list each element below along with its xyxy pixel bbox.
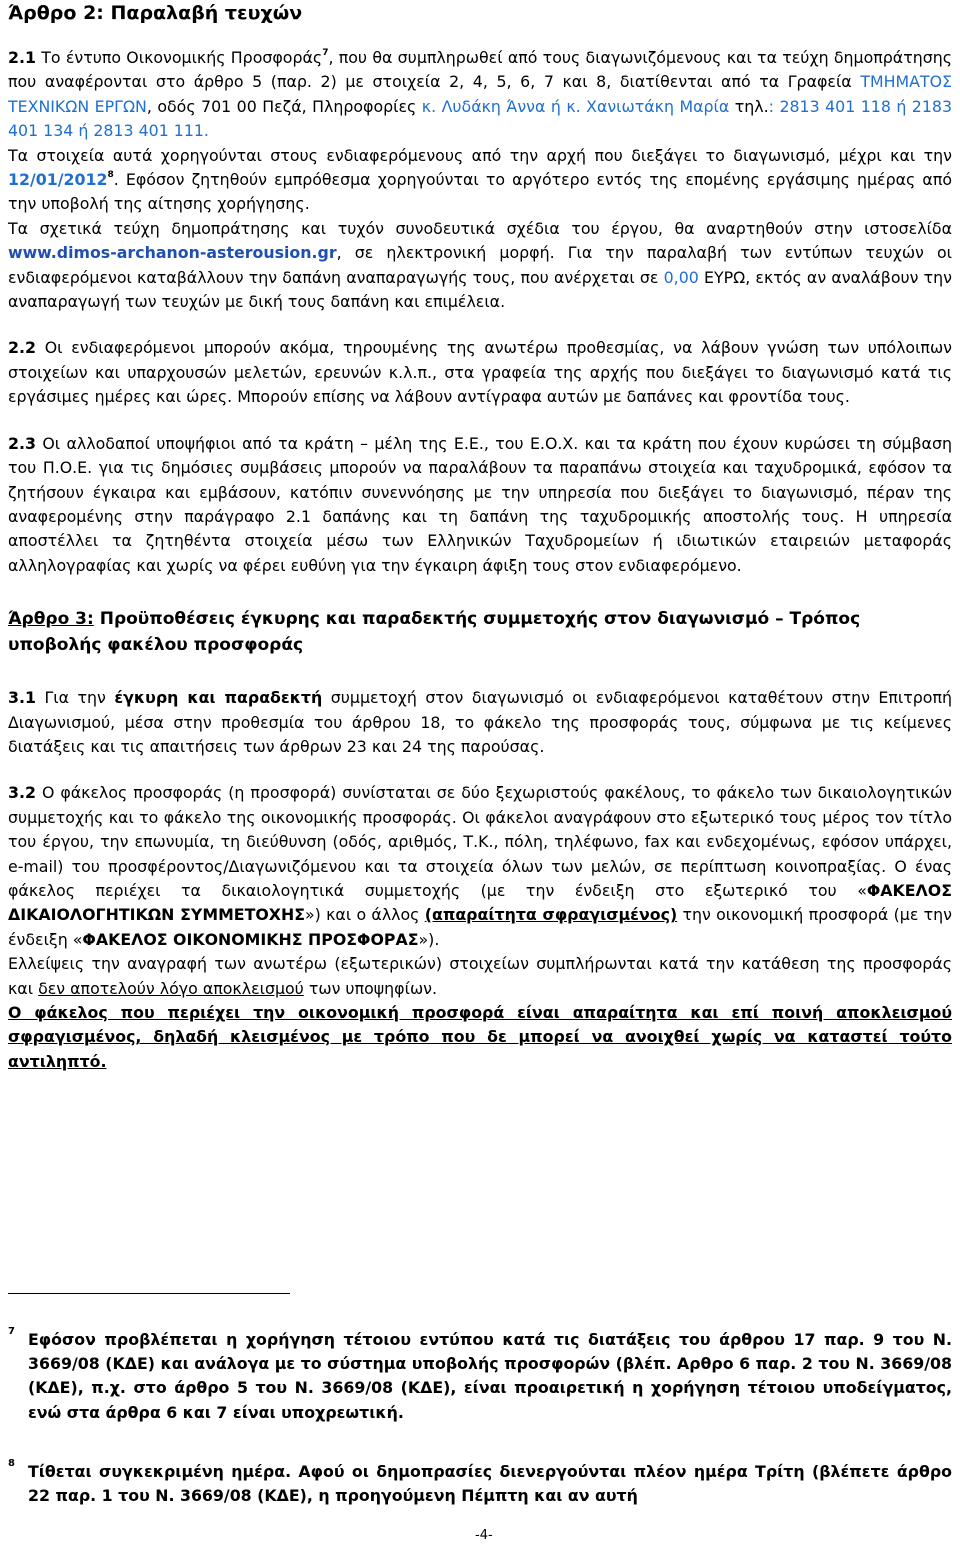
paragraph-2-1-website: Τα σχετικά τεύχη δημοπράτησης και τυχόν συνοδευτικά σχέδια του έργου, θα αναρτηθούν στην ιστοσελίδα www.dimos-archanon-asterousion.gr, σε ηλεκτρονική μορφή. Για την παραλαβή των εντύπων τευχών οι ενδιαφερόμενοι καταβάλλουν την δαπάνη αναπαραγωγής τους, που ανέρχεται σε 0,00 ΕΥΡΩ, εκτός αν αναλάβουν την αναπαραγωγή των τευχών με δική τους δαπάνη και επιμέλεια. xyxy=(8,218,952,312)
article2-heading: Άρθρο 2: Παραλαβή τευχών xyxy=(8,2,303,24)
website-link[interactable]: www.dimos-archanon-asterousion.gr xyxy=(8,243,337,263)
section-number: 2.1 xyxy=(8,48,36,67)
page-number: -4- xyxy=(475,1528,493,1543)
footnote-8: 8 Τίθεται συγκεκριμένη ημέρα. Αφού οι δημοπρασίες διενεργούνται πλέον ημέρα Τρίτη (βλέπετε άρθρο 22 παρ. 1 του Ν. 3669/08 (ΚΔΕ), η προηγούμενη Πέμπτη και αν αυτή xyxy=(8,1460,952,1508)
deadline-date: 12/01/2012 xyxy=(8,170,108,190)
paragraph-3-2-sealed: Ο φάκελος που περιέχει την οικονομική προσφορά είναι απαραίτητα και επί ποινή αποκλεισμού σφραγισμένος, δηλαδή κλεισμένος με τρόπο που δε μπορεί να ανοιχθεί χωρίς να καταστεί τούτο αντιληπτό. xyxy=(8,1003,952,1071)
article2-body xyxy=(8,46,952,1074)
article3-heading: Άρθρο 3: Προϋποθέσεις έγκυρης και παραδεκτής συμμετοχής στον διαγωνισμό – Τρόπος υποβολής φακέλου προσφοράς xyxy=(8,609,861,656)
footnote-separator xyxy=(8,1293,290,1294)
paragraph-2-1-dates: Τα στοιχεία αυτά χορηγούνται στους ενδιαφερόμενους από την αρχή που διεξάγει το διαγωνισμό, μέχρι και την 12/01/2012$^8$. Εφόσον ζητηθούν εμπρόθεσμα χορηγούνται το αργότερο εντός της επομένης εργάσιμης ημέρας από την υποβολή της αίτησης χορήγησης. xyxy=(8,145,952,214)
paragraph-2-3: 2.3 Οι αλλοδαποί υποψήφιοι από τα κράτη – μέλη της Ε.Ε., του Ε.Ο.Χ. και τα κράτη που έχουν κυρώσει τη σύμβαση του Π.Ο.Ε. για τις δημόσιες συμβάσεις μπορούν να παραλάβουν τα παραπάνω στοιχεία και ταχυδρομικά, εφόσον τα ζητήσουν έγκαιρα και εμβάσουν, κατόπιν συνεννόησης με την υπηρεσία που διεξάγει το διαγωνισμό, πέραν της αναφερομένης στην παράγραφο 2.1 δαπάνης και τη δαπάνη της ταχυδρομικής αποστολής τους. Η υπηρεσία αποστέλλει τα ζητηθέντα στοιχεία μέσω των Ελληνικών Ταχυδρομείων ή ιδιωτικών εταιρειών μεταφοράς αλληλογραφίας και χωρίς να φέρει ευθύνη για την έγκαιρη άφιξη τους στον ενδιαφερόμενο. xyxy=(8,433,952,575)
footnote-7: 7 Εφόσον προβλέπεται η χορήγηση τέτοιου εντύπου κατά τις διατάξεις του άρθρου 17 παρ. 9 του Ν. 3669/08 (ΚΔΕ) και ανάλογα με το σύστημα υποβολής προσφορών (βλέπ. Αρθρο 6 παρ. 2 του Ν. 3669/08 (ΚΔΕ), π.χ. στο άρθρο 5 του Ν. 3669/08 (ΚΔΕ), είναι προαιρετική η χορήγηση τέτοιου υποδείγματος, ενώ στα άρθρα 6 και 7 είναι υποχρεωτική. xyxy=(8,1328,952,1425)
amount: 0,00 xyxy=(663,267,699,287)
paragraph-3-2-omissions: Ελλείψεις την αναγραφή των ανωτέρω (εξωτερικών) στοιχείων συμπλήρωνται κατά την κατάθεση της προσφοράς και δεν αποτελούν λόγο αποκλεισμού των υποψηφίων. xyxy=(8,954,952,998)
paragraph-2-2: 2.2 Οι ενδιαφερόμενοι μπορούν ακόμα, τηρουμένης της ανωτέρω προθεσμίας, να λάβουν γνώση των υπόλοιπων στοιχείων και υπαρχουσών μελετών, ερευνών κ.λ.π., στα γραφεία της αρχής που διεξάγει το διαγωνισμό κατά τις εργάσιμες ημέρες και ώρες. Μπορούν επίσης να λάβουν αντίγραφα αυτών με δαπάνες και φροντίδα τους. xyxy=(8,338,952,407)
footnote-ref: 8 xyxy=(107,170,114,181)
section-number: 2.2 xyxy=(8,338,36,358)
footnote-number: 7 xyxy=(8,1326,15,1337)
paragraph-3-2: 3.2 Ο φάκελος προσφοράς (η προσφορά) συνίσταται σε δύο ξεχωριστούς φακέλους, το φάκελο των δικαιολογητικών συμμετοχής και το φάκελο της οικονομικής προσφοράς. Οι φάκελοι αναγράφουν στο εξωτερικό τους μέρος τον τίτλο του έργου, την επωνυμία, τη διεύθυνση (οδός, αριθμός, Τ.Κ., πόλη, τηλέφωνο, fax και ενδεχομένως, εφόσον υπάρχει, e-mail) του προσφέροντος/Διαγωνιζόμενου και τα στοιχεία όλων των μελών, σε περίπτωση κοινοπραξίας. Ο ένας φάκελος περιέχει τα δικαιολογητικά συμμετοχής (με την ένδειξη στο εξωτερικό του «ΦΑΚΕΛΟΣ ΔΙΚΑΙΟΛΟΓΗΤΙΚΩΝ ΣΥΜΜΕΤΟΧΗΣ») και ο άλλος (απαραίτητα σφραγισμένος) την οικονομική προσφορά (με την ένδειξη «ΦΑΚΕΛΟΣ ΟΙΚΟΝΟΜΙΚΗΣ ΠΡΟΣΦΟΡΑΣ»). xyxy=(8,783,952,949)
section-number: 3.2 xyxy=(8,783,36,803)
paragraph-2-1: 2.1 Το έντυπο Οικονομικής Προσφοράς$^7$, που θα συμπληρωθεί από τους διαγωνιζόμενους και τα τεύχη δημοπράτησης που αναφέρονται στο άρθρο 5 (παρ. 2) με στοιχεία 2, 4, 5, 6, 7 και 8, διατίθενται από τα Γραφεία ΤΜΗΜΑΤΟΣ ΤΕΧΝΙΚΩΝ ΕΡΓΩΝ, οδός 701 00 Πεζά, Πληροφορίες κ. Λυδάκη Άννα ή κ. Χανιωτάκη Μαρία τηλ.: 2813 401 118 ή 2183 401 134 ή 2813 401 111. xyxy=(8,48,953,141)
section-number: 3.1 xyxy=(8,688,36,708)
paragraph-3-1: 3.1 Για την έγκυρη και παραδεκτή συμμετοχή στον διαγωνισμό οι ενδιαφερόμενοι καταθέτουν στην Επιτροπή Διαγωνισμού, μέσα στην προθεσμία του άρθρου 18, το φάκελο της προσφοράς τους, σύμφωνα με τις κείμενες διατάξεις και τις απαιτήσεις των άρθρων 23 και 24 της παρούσας. xyxy=(8,688,952,756)
footnote-ref: 7 xyxy=(322,48,329,58)
section-number: 2.3 xyxy=(8,433,36,453)
footnote-number: 8 xyxy=(8,1458,15,1469)
